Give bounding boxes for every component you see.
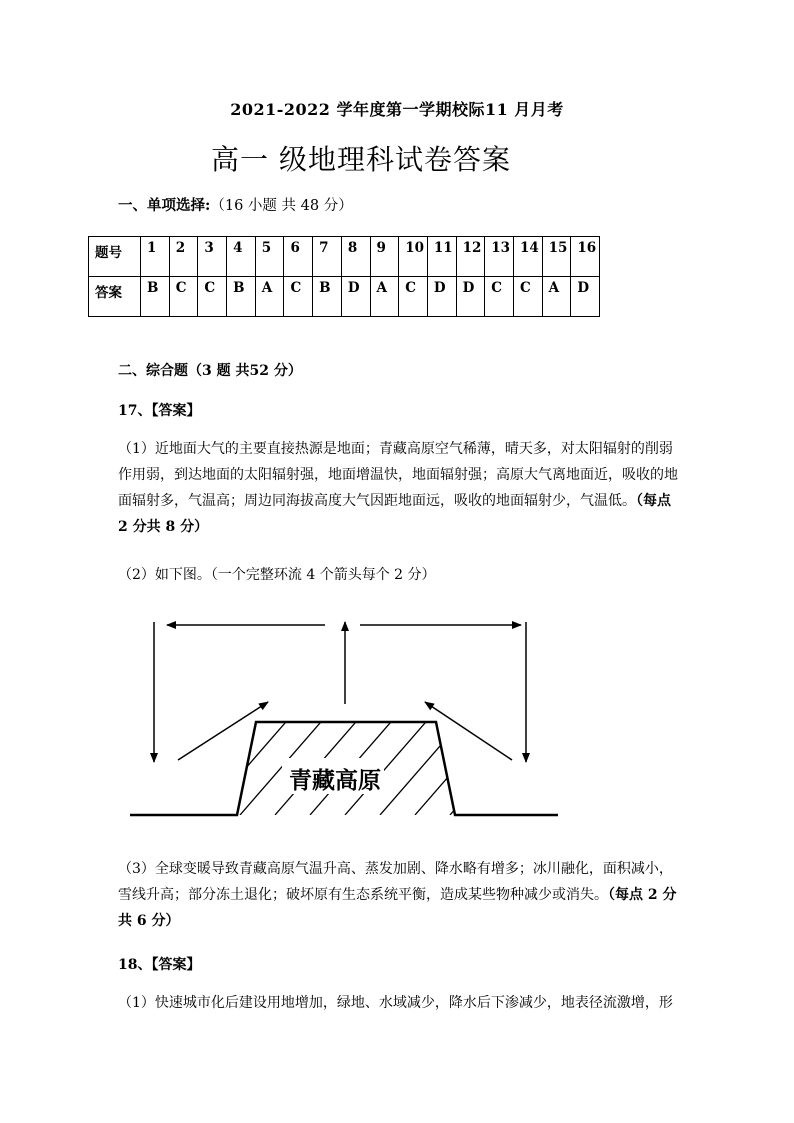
question-number-cell: 6 [284,237,313,277]
section2-heading: 二、综合题（3 题 共52 分） [118,363,302,379]
question-number-cell: 10 [399,237,428,277]
row-header-number: 题号 [89,237,141,277]
question-number-cell: 15 [542,237,571,277]
answer-cell: B [141,277,170,317]
answer-cell: D [341,277,370,317]
question-number-cell: 11 [427,237,456,277]
question-number-cell: 12 [456,237,485,277]
answer-cell: C [399,277,428,317]
question-number-cell: 8 [341,237,370,277]
answer-cell: B [313,277,342,317]
q17-part3 [118,856,683,934]
q18-heading: 18、【答案】 [118,957,201,973]
q17-heading: 17、【答案】 [118,403,201,419]
q18-part1: （1）快速城市化后建设用地增加，绿地、水域减少，降水后下渗减少，地表径流激增，形 [118,995,673,1011]
q17-part3-score: （每点 2 分共 6 分） [118,887,677,929]
answer-cell: C [513,277,542,317]
plateau-label: 青藏高原 [289,768,381,794]
section1-note: （16 小题 共 48 分） [210,198,353,214]
answer-cell: C [284,277,313,317]
q17-part3-text: （3）全球变暖导致青藏高原气温升高、蒸发加剧、降水略有增多；冰川融化，面积减小，雪线升高；部分冻土退化；破坏原有生态系统平衡，造成某些物种减少或消失。 [118,861,673,903]
q17-part1-text: （1）近地面大气的主要直接热源是地面；青藏高原空气稀薄，晴天多，对太阳辐射的削弱作用弱，到达地面的太阳辐射强，地面增温快，地面辐射强；高原大气离地面近，吸收的地面辐射多，气温高；周边同海拔高度大气因距地面远，吸收的地面辐射少，气温低。 [118,441,678,509]
question-number-cell: 3 [198,237,227,277]
question-number-cell: 1 [141,237,170,277]
answer-cell: A [370,277,399,317]
q17-part2: （2）如下图。（一个完整环流 4 个箭头每个 2 分） [118,567,436,583]
answer-cell: A [542,277,571,317]
q17-part1-score: （每点 2 分共 8 分） [118,493,671,535]
answer-cell: D [571,277,600,317]
exam-term-title: 2021-2022 学年度第一学期校际11 月月考 [230,100,564,119]
answer-cell: A [255,277,284,317]
question-number-cell: 16 [571,237,600,277]
section1-title: 一、单项选择: [118,197,211,214]
answer-cell: C [485,277,514,317]
row-header-answer: 答案 [89,277,141,317]
answer-cell: D [456,277,485,317]
plateau-hatching [170,700,550,815]
answer-cell: D [427,277,456,317]
question-number-cell: 2 [169,237,198,277]
exam-subject-title: 高一 级地理科试卷答案 [211,143,511,176]
answer-cell: C [169,277,198,317]
question-number-cell: 5 [255,237,284,277]
question-number-cell: 14 [513,237,542,277]
question-number-cell: 7 [313,237,342,277]
answer-cell: B [227,277,256,317]
question-number-cell: 13 [485,237,514,277]
question-number-cell: 4 [227,237,256,277]
question-number-cell: 9 [370,237,399,277]
answer-cell: C [198,277,227,317]
